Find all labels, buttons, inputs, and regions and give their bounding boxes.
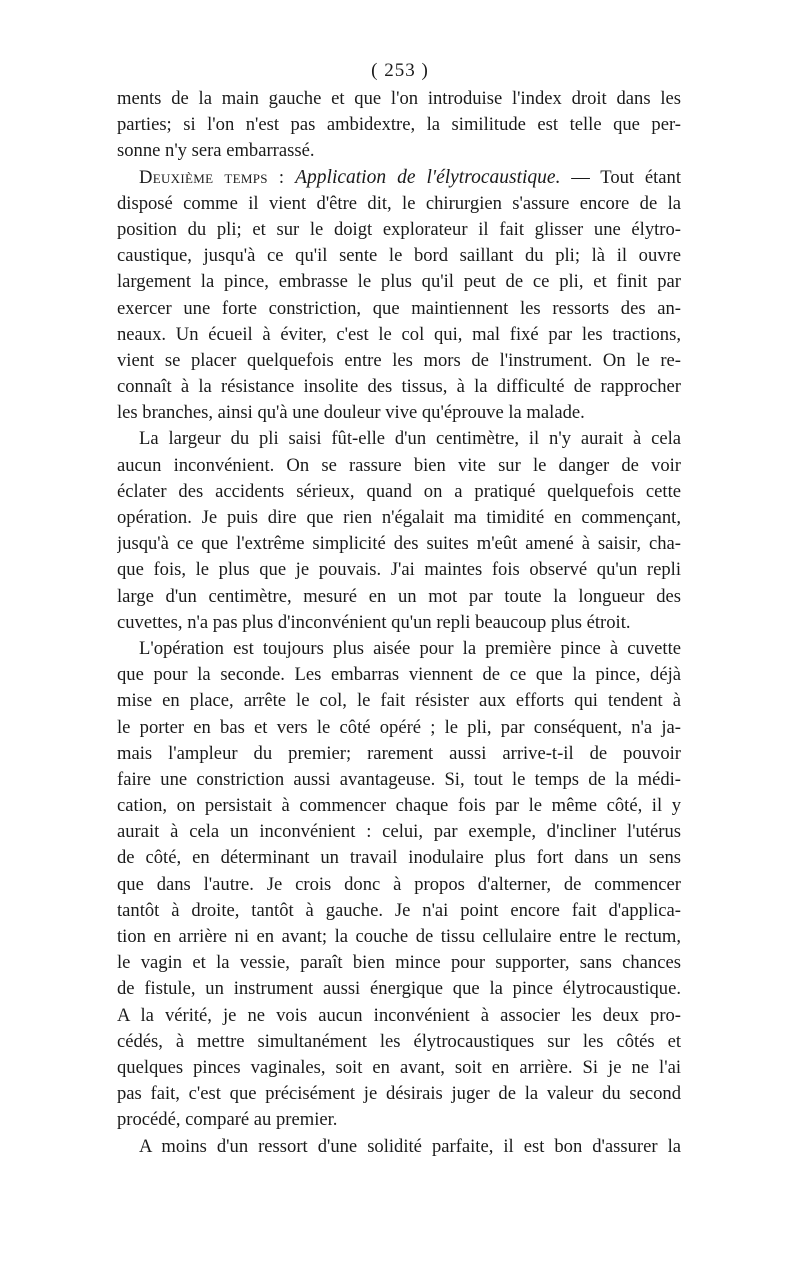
text-line: neaux. Un écueil à éviter, c'est le col qui, mal fixé par les tractions, — [117, 323, 681, 345]
text-line: aucun inconvénient. On se rassure bien vite sur le danger de voir — [117, 454, 681, 476]
text-line: faire une constriction aussi avantageuse. Si, tout le temps de la médi- — [117, 768, 681, 790]
text-line: connaît à la résistance insolite des tissus, à la difficulté de rapprocher — [117, 376, 681, 398]
text-line: éclater des accidents sérieux, quand on a pratiqué quelquefois cette — [117, 480, 681, 502]
text-line: le porter en bas et vers le côté opéré ; le pli, par conséquent, n'a ja- — [117, 716, 681, 738]
text-line: mise en place, arrête le col, le fait résister aux efforts qui tendent à — [117, 690, 681, 712]
text-line: que fois, le plus que je pouvais. J'ai maintes fois observé qu'un repli — [117, 559, 681, 581]
text-line: exercer une forte constriction, que maintiennent les ressorts des an- — [117, 297, 681, 319]
text-line: quelques pinces vaginales, soit en avant, soit en arrière. Si je ne l'ai — [117, 1056, 681, 1078]
body-text — [117, 86, 681, 1160]
text-line: L'opération est toujours plus aisée pour la première pince à cuvette — [139, 637, 681, 659]
section-label: Deuxième temps : — [139, 166, 285, 188]
page-number: ( 253 ) — [371, 60, 429, 81]
text-line: vient se placer quelquefois entre les mors de l'instrument. On le re- — [117, 349, 681, 371]
text-line: cédés, à mettre simultanément les élytrocaustiques sur les côtés et — [117, 1030, 681, 1052]
text-line: parties; si l'on n'est pas ambidextre, la similitude est telle que per- — [117, 114, 681, 136]
text-line: pas fait, c'est que précisément je désirais juger de la valeur du second — [117, 1083, 681, 1105]
text-line: ments de la main gauche et que l'on introduise l'index droit dans les — [117, 88, 681, 109]
text-line: mais l'ampleur du premier; rarement aussi arrive-t-il de pouvoir — [117, 742, 681, 764]
text-line: cation, on persistait à commencer chaque fois par le même côté, il y — [117, 795, 681, 817]
text-line: de côté, en déterminant un travail inodulaire plus fort dans un sens — [117, 847, 681, 869]
text-line: A moins d'un ressort d'une solidité parfaite, il est bon d'assurer la — [139, 1135, 681, 1157]
heading-line-rest: — Tout étant — [571, 166, 681, 188]
text-line: cuvettes, n'a pas plus d'inconvénient qu'un repli beaucoup plus étroit. — [117, 611, 631, 633]
text-line: le vagin et la vessie, paraît bien mince pour supporter, sans chances — [117, 952, 681, 974]
text-line: tantôt à droite, tantôt à gauche. Je n'ai point encore fait d'applica- — [117, 899, 681, 921]
text-line: aurait à cela un inconvénient : celui, par exemple, d'incliner l'utérus — [117, 821, 681, 843]
section-heading-line — [117, 165, 681, 191]
text-line: La largeur du pli saisi fût-elle d'un centimètre, il n'y aurait à cela — [139, 428, 681, 450]
text-line: de fistule, un instrument aussi énergique que la pince élytrocaustique. — [117, 978, 681, 1000]
text-line: opération. Je puis dire que rien n'égalait ma timidité en commençant, — [117, 507, 681, 528]
text-line: sonne n'y sera embarrassé. — [117, 140, 315, 162]
text-line: largement la pince, embrasse le plus qu'il peut de ce pli, et finit par — [117, 271, 681, 293]
text-line: les branches, ainsi qu'à une douleur vive qu'éprouve la malade. — [117, 402, 585, 424]
section-title: Application de l'élytrocaustique. — [295, 166, 561, 188]
text-line: tion en arrière ni en avant; la couche de tissu cellulaire entre le rectum, — [117, 926, 681, 947]
text-line: caustique, jusqu'à ce qu'il sente le bord saillant du pli; là il ouvre — [117, 245, 681, 267]
text-line: large d'un centimètre, mesuré en un mot par toute la longueur des — [117, 585, 681, 607]
text-line: A la vérité, je ne vois aucun inconvénient à associer les deux pro- — [117, 1004, 681, 1026]
text-line: jusqu'à ce que l'extrême simplicité des suites m'eût amené à saisir, cha- — [117, 533, 681, 555]
text-line: position du pli; et sur le doigt explorateur il fait glisser une élytro- — [117, 218, 681, 240]
text-line: procédé, comparé au premier. — [117, 1109, 338, 1131]
text-line: que dans l'autre. Je crois donc à propos d'alterner, de commencer — [117, 873, 681, 895]
text-line: que pour la seconde. Les embarras viennent de ce que la pince, déjà — [117, 664, 681, 686]
text-line: disposé comme il vient d'être dit, le chirurgien s'assure encore de la — [117, 192, 681, 214]
